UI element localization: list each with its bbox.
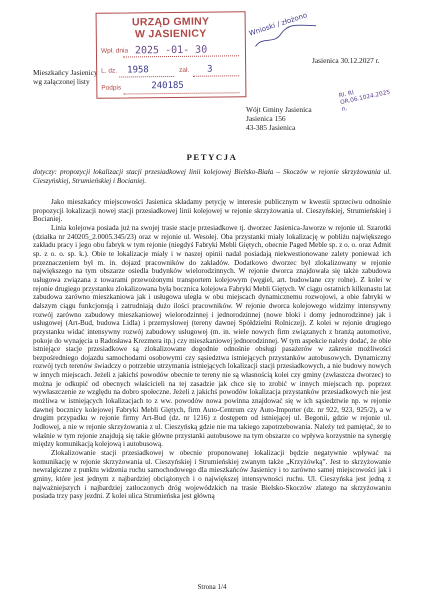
registry-stamp bbox=[96, 11, 247, 99]
stamp-zal-label: zał. bbox=[179, 66, 190, 74]
stamp-ldz-value: 1958 bbox=[127, 65, 149, 76]
stamp-wpl-label: Wpł. dnia bbox=[100, 47, 129, 55]
body-text bbox=[33, 198, 391, 501]
stamp-title-1: URZĄD GMINY bbox=[131, 15, 210, 29]
recipient-line-2: Jasienica 156 bbox=[246, 114, 286, 123]
stamp-podpis-label: Podpis bbox=[101, 84, 122, 92]
stamp-title-2: W JASIENICY bbox=[134, 27, 207, 41]
document-title: PETYCJA bbox=[186, 152, 238, 162]
stamp-wpl-value: 2025 -01- 30 bbox=[134, 44, 208, 57]
recipient-block bbox=[246, 105, 312, 132]
signature-text: Wnioski / złożono bbox=[248, 11, 309, 38]
paragraph-3: Zlokalizowanie stacji przesiadkowej w obecnie proponowanej lokalizacji będzie negatywnie wpływać na komunikację w rejonie skrzyżowania ul. Cieszyńskiej i Strumieńskiej zwanym także „Krzyżówką”. Jest to skrzyżowanie newralgiczne z punktu widzenia ruchu samochodowego dla mieszkańców Jasienicy i to zarówno samej miejscowości jak i gminy, które jest jednym z najbardziej obciążonych i o największej intensywności ruchu. Ul. Cieszyńska jest jedną z najważniejszych i najbardziej zatłoczonych dróg wojewódzkich na trasie Bielsko-Skoczów zlatego na skrzyżowaniu posiada trzy pasy jezdni. Z kolei ulica Strumieńska jest główną bbox=[33, 449, 391, 501]
addressee-block bbox=[33, 69, 98, 86]
paragraph-1: Jako mieszkańcy miejscowości Jasienica składamy petycję w interesie publicznym w kwestii sprzeciwu odnośnie propozycji lokalizacji nowej stacji przesiadkowej linii kolejowej w rejonie skrzyżowania ul. Cieszyńskiej, Strumieńskiej i Bocianiej. bbox=[33, 198, 391, 224]
recipient-line-1: Wójt Gminy Jasienica bbox=[246, 105, 312, 114]
subject-label: dotyczy: bbox=[33, 168, 57, 176]
addressee-line-2: wg załączonej listy bbox=[33, 76, 90, 86]
stamp-zal-value: 3 bbox=[207, 64, 213, 75]
paragraph-2: Linia kolejowa posiada już na swojej trasie stacje przesiadkowe tj. dworzec Jasienica-Jaworze w rejonie ul. Szarotki (działka nr 240205_2.0005.345/23) oraz w rejonie ul. Wesołej. Oba przystanki miały lokalizację w pobliżu największego zakładu pracy i jego obu fabryk w tym rejonie (niegdyś Fabryki Mebli Giętych, obecnie Paged Meble sp. z o. o. oraz Admit sp. z o. o. sp. k.). Obie te lokalizacje miały i w naszej opinii nadal posiadają niekwestionowane zalety ponieważ ich przeznaczeniem był m. in. dojazd pracowników do zakładów. Dodatkowo dworzec był zlokalizowany w rejonie największego na tym obszarze osiedla budynków wielorodzinnych. W rejonie dworca znajdowała się także zabudowa usługowa związana z towarami przewożonymi transportem kolejowym (węgiel, art. budowlane czy rolne). Z kolei w rejonie drugiego przystanku zlokalizowana była bocznica kolejowa Fabryki Mebli Giętych. W ciągu ostatnich kilkunastu lat zabudowa zarówno mieszkaniowa jak i usługowa uległa w obu miejscach dynamicznemu rozwojowi, a obie fabryki w dalszym ciągu funkcjonują i zatrudniają dużo ilości pracowników. W rejonie dworca kolejowego widzimy intensywny rozwój zarówno zabudowy mieszkaniowej wielorodzinnej i jednorodzinnej (nowe bloki i domy jednorodzinne) jak i usługowej (Art-Bud, budowa Lidla) i przemysłowej (tereny dawnej Spółdzielni Rolniczej). Z kolei w rejonie drugiego przystanku widać intensywny rozwój zabudowy usługowej (m. in. wiele nowych firm związanych z branżą automotive, pokoje do wynajęcia u Radosława Krezmera itp.) czy mieszkaniowej jednorodzinnej. W tym aspekcie należy dodać, że obie istniejące stacje przesiadkowe są zlokalizowane dogodnie odnośnie obsługi pasażerów w zakresie możliwości bezpośredniego dojazdu samochodami osobowymi czy sąsiedztwa istniejących przystanków autobusowych. Dynamiczny rozwój tych terenów świadczy o potrzebie utrzymania istniejących lokalizacji stacji przesiadkowych, a nie budowy nowych w innych miejscach. Jeżeli z jakichś powodów obecnie te tereny nie są własnością kolei czy gminy (zwłaszcza dworzec) to można je odkupić od obecnych właścicieli na tej zasadzie jak chce się to zrobić w innych miejscach np. poprzez wywłaszczenie ze względu na dobro społeczne. Jeżeli z jakichś powodów lokalizacja przystanków przesiadkowych nie jest możliwa w istniejących lokalizacjach to z ww. powodów nowa powinna znajdować się w ich sąsiedztwie np. w rejonie dawnej bocznicy kolejowej Fabryki Mebli Giętych, firm Auto-Centrum czy Auto-Importer (dz. nr 922, 923, 925/2), a w drugim przypadku w rejonie firmy Art-Bud (dz. nr 1216) z dostępem od istniejącej ul. Begonii, gdzie w rejonie ul. Jodłowej, a nie w rejonie skrzyżowania z ul. Cieszyńską gdzie nie ma takiego zapotrzebowania. Należy też pamiętać, że to właśnie w tym rejonie znajdują się takie główne przystanki autobusowe na tym obszarze co wpływa korzystnie na synergię między komunikacją kolejową i autobusową. bbox=[33, 223, 391, 449]
stamp-podpis-value: 240185 bbox=[151, 80, 184, 92]
handwritten-signature bbox=[248, 8, 321, 51]
addressee-line-1: Mieszkańcy Jasienicy bbox=[33, 68, 98, 77]
handwritten-note-right: RI. RI OR.06.1024.2025 n. bbox=[338, 89, 391, 113]
subject-text: propozycji lokalizacji stacji przesiadkowej linii kolejowej Bielsko-Biała – Skoczów w rejonie skrzyżowania ul. Cieszyńskiej, Strumieńskiej i Bocianiej. bbox=[33, 168, 391, 185]
document-date: Jasienica 30.12.2027 r. bbox=[312, 56, 380, 65]
page-number: Strona 1/4 bbox=[197, 583, 227, 591]
recipient-line-3: 43-385 Jasienica bbox=[246, 123, 296, 132]
stamp-ldz-label: L. dz. bbox=[101, 67, 118, 75]
subject-block bbox=[33, 168, 391, 185]
